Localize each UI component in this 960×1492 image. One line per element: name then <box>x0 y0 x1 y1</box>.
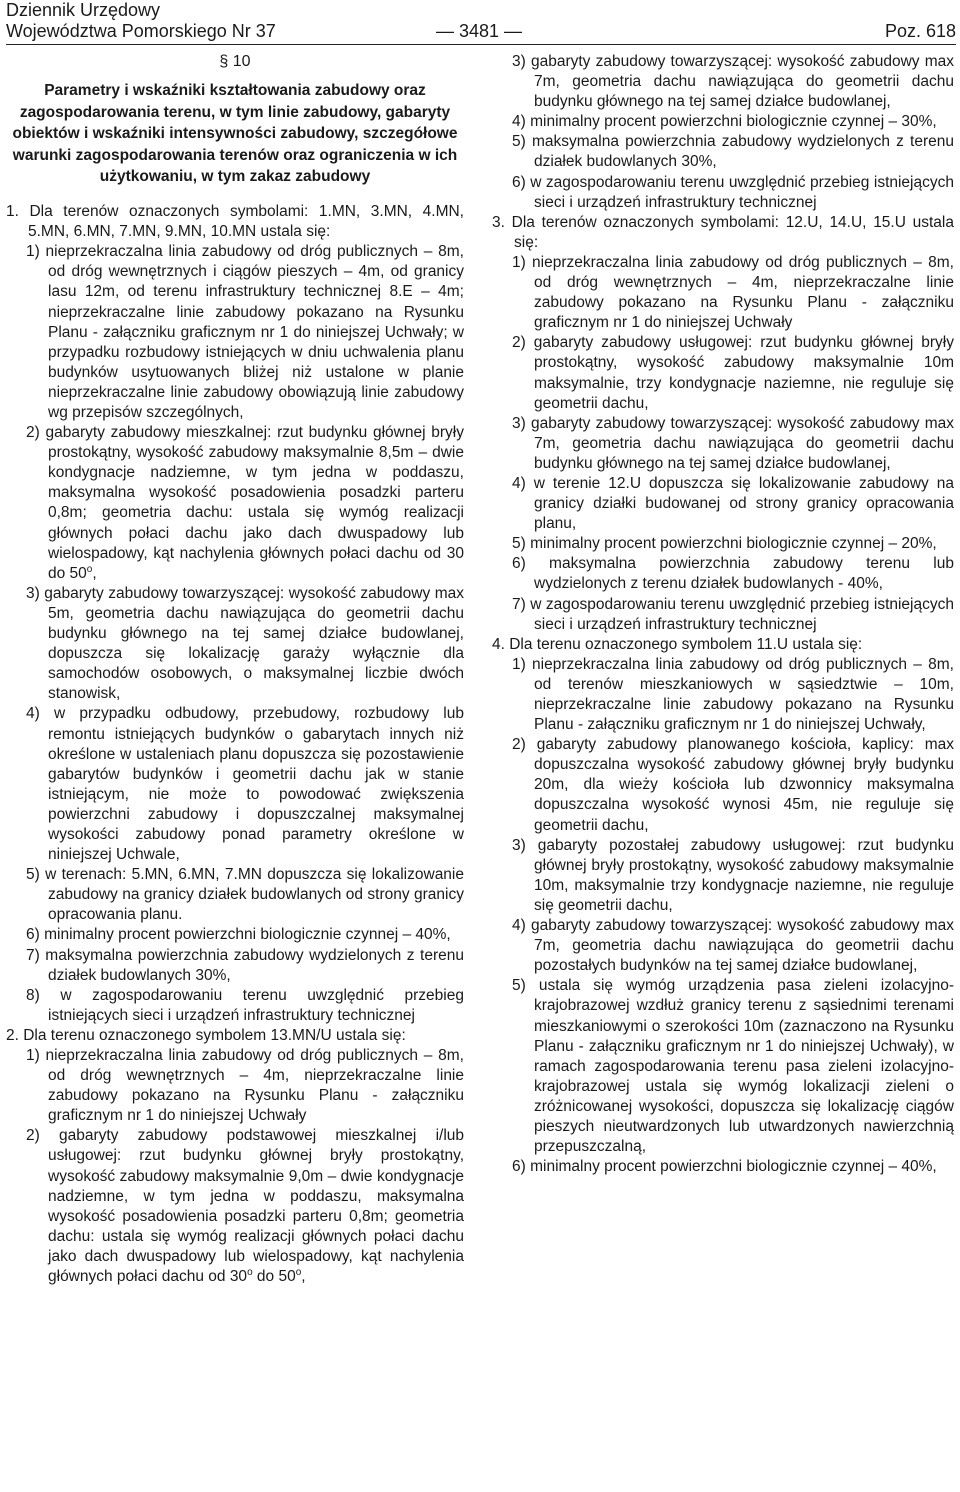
list-item: 6) w zagospodarowaniu terenu uwzględnić przebieg istniejących sieci i urządzeń infrastruktury technicznej <box>512 173 954 211</box>
list-item: 6) minimalny procent powierzchni biologicznie czynnej – 40%, <box>26 926 451 944</box>
left-column <box>6 52 464 1287</box>
list-item: 3) gabaryty pozostałej zabudowy usługowej: rzut budynku głównej bryły prostokątny, wysokość zabudowy maksymalnie 10m, maksymalnie trzy kondygnacje naziemne, nie reguluje się geometrii dachu, <box>512 836 954 914</box>
degree-mark: o <box>247 1266 253 1278</box>
journal-title <box>6 0 276 42</box>
list-item-text: 2) gabaryty zabudowy mieszkalnej: rzut budynku głównej bryły prostokątny, wysokość zabudowy maksymalnie 8,5m – dwie kondygnacje nadziemne, w tym jedna w poddaszu, maksymalna wysokość posadowienia posadzki parteru 0,8m; geometria dachu: ustala się wymóg realizacji głównych połaci dachu jako dach dwuspadowy lub wielospadowy, kąt nachylenia głównych połaci dachu od 30 do 50 <box>26 424 464 582</box>
list-item: 5) maksymalna powierzchnia zabudowy wydzielonych z terenu działek budowlanych 30%, <box>512 133 954 171</box>
list-item <box>6 1126 464 1287</box>
degree-mark: o <box>86 563 93 575</box>
section-sign: § 10 <box>219 53 251 70</box>
paragraph-3: 3. Dla terenów oznaczonych symbolami: 12.U, 14.U, 15.U ustala się: <box>492 213 954 251</box>
list-item: 3) gabaryty zabudowy towarzyszącej: wysokość zabudowy max 5m, geometria dachu nawiązująca do geometrii dachu budynku głównego na tej samej działce budowlanej, dopuszcza się lokalizację garaży wyłącznie dla samochodów osobowych, o maksymalnej liczbie dwóch stanowisk, <box>26 584 464 703</box>
list-item: 3) gabaryty zabudowy towarzyszącej: wysokość zabudowy max 7m, geometria dachu nawiązująca do geometrii dachu budynku głównego na tej samej działce budowlanej, <box>512 414 954 472</box>
list-item: 5) w terenach: 5.MN, 6.MN, 7.MN dopuszcza się lokalizowanie zabudowy na granicy działek budowlanych od strony granicy opracowania planu. <box>26 866 464 924</box>
section-heading: Parametry i wskaźniki kształtowania zabudowy oraz zagospodarowania terenu, w tym linie zabudowy, gabaryty obiektów i wskaźniki intensywności zabudowy, szczegółowe warunki zagospodarowania terenów oraz ograniczenia w ich użytkowaniu, w tym zakaz zabudowy <box>12 82 458 186</box>
list-item: 5) ustala się wymóg urządzenia pasa zieleni izolacyjno-krajobrazowej wzdłuż granicy terenu z sąsiednimi terenami mieszkaniowymi o szerokości 10m (zaznaczono na Rysunku Planu - załączniku graficznym nr 1 do niniejszej Uchwały), w ramach zagospodarowania terenu pasa zieleni izolacyjno-krajobrazowej ustala się wymóg lokalizacji zieleni o zróżnicowanej wysokości, dopuszcza się lokalizację ciągów pieszych nieutwardzonych lub utwardzonych nawierzchnią przepuszczalną, <box>512 977 954 1156</box>
paragraph-4: 4. Dla terenu oznaczonego symbolem 11.U ustala się: <box>492 635 863 653</box>
list-item: 2) gabaryty zabudowy planowanego kościoła, kaplicy: max dopuszczalna wysokość zabudowy głównej bryły budynku 20m, dla wieży kościoła lub dzwonnicy maksymalna dopuszczalna wysokość wynosi 45m, nie reguluje się geometrii dachu, <box>512 736 954 834</box>
list-item-end: , <box>301 1268 306 1286</box>
list-item: 2) gabaryty zabudowy usługowej: rzut budynku głównej bryły prostokątny, wysokość zabudowy maksymalnie 10m maksymalnie, trzy kondygnacje naziemne, nie reguluje się geometrii dachu, <box>512 334 954 412</box>
list-item-end: , <box>92 564 97 582</box>
journal-issue: Województwa Pomorskiego Nr 37 <box>6 21 276 41</box>
list-item-mid: do 50 <box>252 1268 296 1286</box>
list-item: 7) w zagospodarowaniu terenu uwzględnić przebieg istniejących sieci i urządzeń infrastruktury technicznej <box>512 595 954 633</box>
list-item: 5) minimalny procent powierzchni biologicznie czynnej – 20%, <box>512 535 937 553</box>
degree-mark: o <box>295 1266 302 1278</box>
position-number: Poz. 618 <box>884 21 956 41</box>
list-item: 6) maksymalna powierzchnia zabudowy terenu lub wydzielonych z terenu działek budowlanych - 40%, <box>512 555 954 593</box>
header-rule <box>6 44 956 45</box>
list-item: 4) w przypadku odbudowy, przebudowy, rozbudowy lub remontu istniejących budynków o gabarytach innych niż określone w ustaleniach planu dopuszcza się pozostawienie gabarytów budynków i geometrii dachu jak w stanie istniejącym, nie może to powodować zwiększenia powierzchni zabudowy i dopuszczalnej maksymalnej wysokości zabudowy ponad parametry określone w niniejszej Uchwale, <box>26 705 464 864</box>
list-item: 3) gabaryty zabudowy towarzyszącej: wysokość zabudowy max 7m, geometria dachu nawiązująca do geometrii dachu budynku głównego na tej samej działce budowlanej, <box>512 53 954 111</box>
page-header <box>6 0 956 44</box>
list-item: 1) nieprzekraczalna linia zabudowy od dróg publicznych – 8m, od dróg wewnętrznych i ciągów pieszych – 4m, od granicy lasu 12m, od terenu infrastruktury technicznej 8.E – 4m; nieprzekraczalne linie zabudowy pokazano na Rysunku Planu - załączniku graficznym nr 1 do niniejszej Uchwały; w przypadku rozbudowy istniejących w dniu uchwalenia planu budynków usytuowanych bliżej niż ustalone w planie nieprzekraczalne linie zabudowy obowiązują linie zabudowy wg przepisów szczególnych, <box>26 243 464 421</box>
list-item-text: 2) gabaryty zabudowy podstawowej mieszkalnej i/lub usługowej: rzut budynku głównej bryły prostokątny, wysokość zabudowy maksymalnie 9,0m – dwie kondygnacje nadziemne, w tym jedna w poddaszu, maksymalna wysokość posadowienia posadzki parteru 0,8m; geometria dachu: ustala się wymóg realizacji głównych połaci dachu jako dach dwuspadowy lub wielospadowy, kąt nachylenia głównych połaci dachu od 30 <box>26 1127 464 1286</box>
list-item: 1) nieprzekraczalna linia zabudowy od dróg publicznych – 8m, od dróg wewnętrznych – 4m, nieprzekraczalne linie zabudowy pokazano na Rysunku Planu - załączniku graficznym nr 1 do niniejszej Uchwały <box>26 1047 464 1125</box>
list-item: 1) nieprzekraczalna linia zabudowy od dróg publicznych – 8m, od dróg wewnętrznych – 4m, nieprzekraczalne linie zabudowy pokazano na Rysunku Planu - załączniku graficznym nr 1 do niniejszej Uchwały <box>512 253 954 332</box>
paragraph-1: 1. Dla terenów oznaczonych symbolami: 1.MN, 3.MN, 4.MN, 5.MN, 6.MN, 7.MN, 9.MN, 10.MN ustala się: <box>6 203 464 241</box>
list-item: 4) gabaryty zabudowy towarzyszącej: wysokość zabudowy max 7m, geometria dachu nawiązująca do geometrii dachu pozostałych budynków na tej samej działce budowlanej, <box>512 917 954 975</box>
right-column <box>492 52 954 1177</box>
list-item: 4) minimalny procent powierzchni biologicznie czynnej – 30%, <box>512 113 937 131</box>
journal-name: Dziennik Urzędowy <box>6 0 161 20</box>
list-item: 8) w zagospodarowaniu terenu uwzględnić przebieg istniejących sieci i urządzeń infrastruktury technicznej <box>26 986 464 1024</box>
list-item: 1) nieprzekraczalna linia zabudowy od dróg publicznych – 8m, od terenów mieszkaniowych w sąsiedztwie – 10m, nieprzekraczalne linie zabudowy pokazano na Rysunku Planu - załączniku graficznym nr 1 do niniejszej Uchwały, <box>512 655 954 734</box>
page-number: — 3481 — <box>436 21 523 41</box>
list-item <box>6 423 464 584</box>
list-item: 6) minimalny procent powierzchni biologicznie czynnej – 40%, <box>512 1158 937 1176</box>
paragraph-2: 2. Dla terenu oznaczonego symbolem 13.MN/U ustala się: <box>6 1026 406 1044</box>
list-item: 4) w terenie 12.U dopuszcza się lokalizowanie zabudowy na granicy działki budowanej od strony granicy opracowania planu, <box>512 474 954 533</box>
list-item: 7) maksymalna powierzchnia zabudowy wydzielonych z terenu działek budowlanych 30%, <box>26 946 464 984</box>
